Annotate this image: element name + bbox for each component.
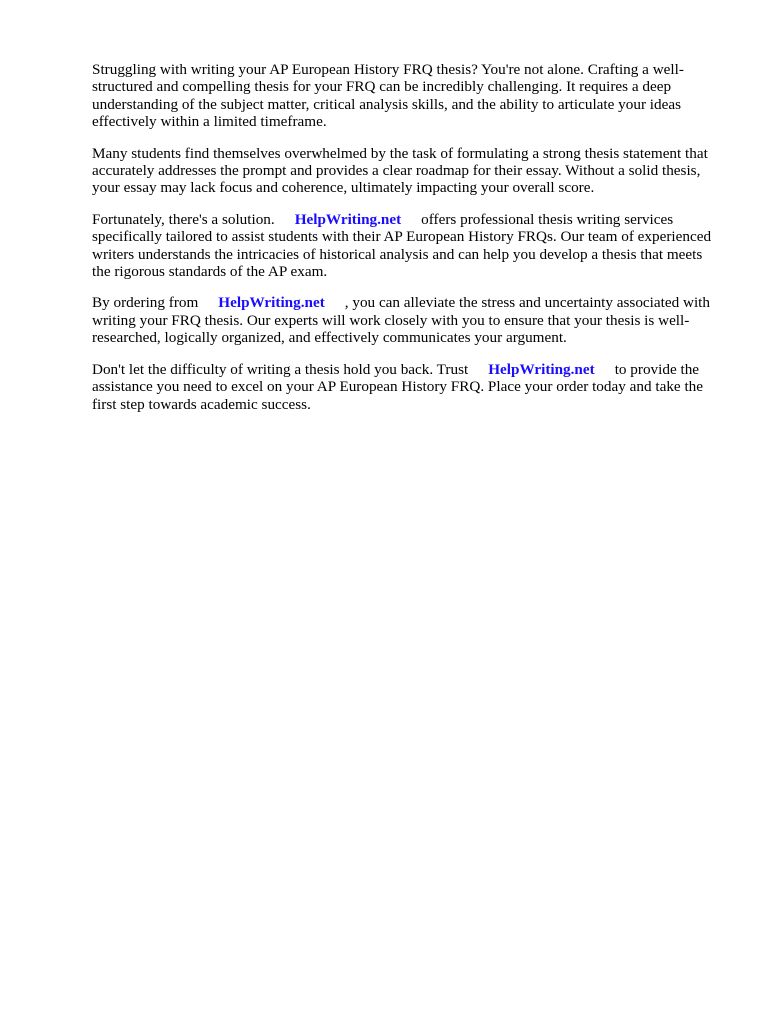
paragraph-text-before: Fortunately, there's a solution. xyxy=(92,210,275,228)
paragraph-text: Many students find themselves overwhelmed by the task of formulating a strong thesis statement that accurately addresses the prompt and provides a clear roadmap for their essay. Without a solid thesis, your essay may lack focus and coherence, ultimately impacting your overall score. xyxy=(92,144,708,197)
helpwriting-link[interactable]: HelpWriting.net xyxy=(294,210,402,228)
paragraph-text-after: , you can alleviate the stress and uncertainty associated with writing your FRQ thesis. Our experts will work closely with you to ensure that your thesis is well-researched, logically organized, and effectively communicates your argument. xyxy=(92,294,710,347)
paragraph-text-before: By ordering from xyxy=(92,294,199,312)
paragraph-text: Struggling with writing your AP European History FRQ thesis? You're not alone. Crafting a well-structured and compelling thesis for your FRQ can be incredibly challenging. It requires a deep understanding of the subject matter, critical analysis skills, and the ability to articulate your ideas effectively within a limited timeframe. xyxy=(92,61,684,131)
paragraph-text-after: offers professional thesis writing services specifically tailored to assist students with their AP European History FRQs. Our team of experienced writers understands the intricacies of historical analysis and can help you develop a thesis that meets the rigorous standards of the AP exam. xyxy=(92,210,712,281)
paragraph-solution xyxy=(92,211,720,281)
paragraph-text-after: to provide the assistance you need to excel on your AP European History FRQ. Place your order today and take the first step towards academic success. xyxy=(92,360,703,413)
helpwriting-link[interactable]: HelpWriting.net xyxy=(218,294,325,312)
paragraph-problem xyxy=(92,145,720,197)
paragraph-text-before: Don't let the difficulty of writing a thesis hold you back. Trust xyxy=(92,360,469,378)
helpwriting-link[interactable]: HelpWriting.net xyxy=(488,360,595,378)
paragraph-ordering xyxy=(92,294,720,346)
paragraph-intro xyxy=(92,61,720,131)
document-body xyxy=(92,61,720,427)
paragraph-call-to-action xyxy=(92,361,720,413)
